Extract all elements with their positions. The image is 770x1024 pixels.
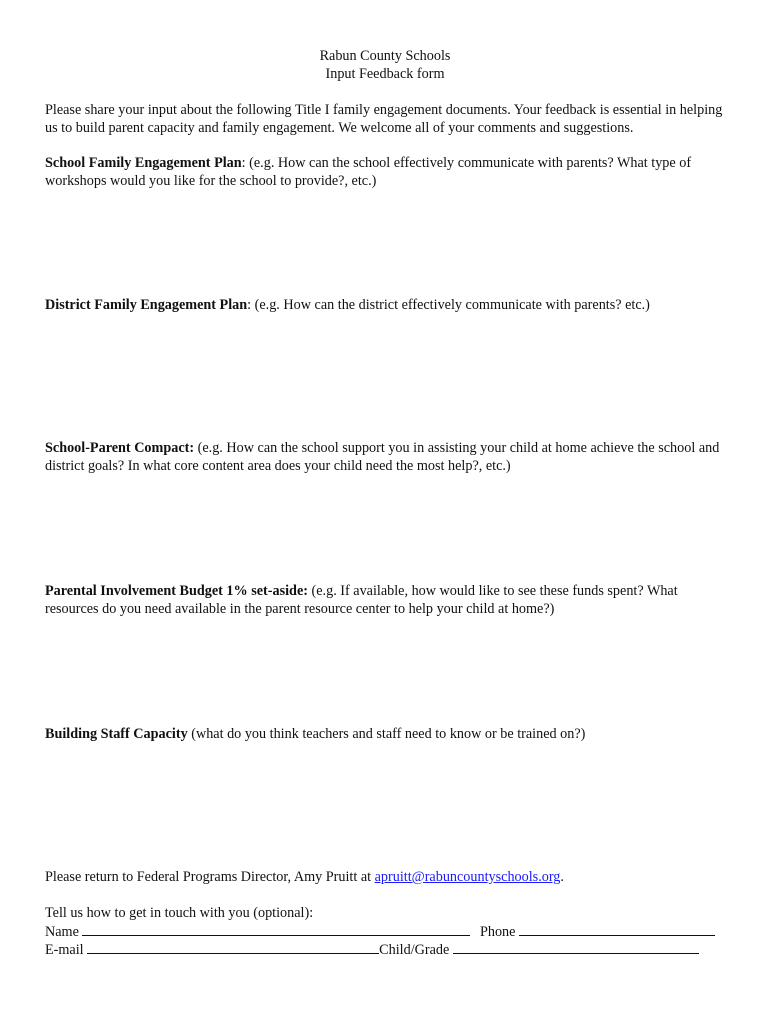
section-heading: Building Staff Capacity (45, 726, 188, 742)
section-prompt: (what do you think teachers and staff need to know or be trained on?) (187, 726, 586, 742)
form-header (0, 47, 770, 83)
return-text: Please return to Federal Programs Director, Amy Pruitt at (45, 869, 375, 885)
section-prompt: : (e.g. How can the district effectively communicate with parents? etc.) (247, 297, 650, 313)
section-prompt: (e.g. How can the school support you in assisting your child at home achieve the school and district goals? In what core content area does your child need the most help?, etc.) (45, 440, 720, 474)
phone-label: Phone (479, 924, 516, 940)
section-building-staff-capacity (45, 725, 730, 743)
section-prompt: : (e.g. How can the school effectively communicate with parents? What type of workshops would you like for the school to provide?, etc.) (45, 155, 692, 189)
section-school-family-engagement-plan (45, 154, 730, 190)
child-grade-field[interactable] (453, 940, 699, 954)
section-heading: School-Parent Compact: (45, 440, 195, 456)
email-field[interactable] (87, 940, 379, 954)
section-district-family-engagement-plan (45, 296, 730, 314)
director-email-link[interactable]: apruitt@rabuncountyschools.org (374, 869, 561, 885)
section-heading: District Family Engagement Plan (45, 297, 248, 313)
form-title: Input Feedback form (325, 66, 445, 82)
section-school-parent-compact (45, 439, 730, 475)
section-heading: School Family Engagement Plan (45, 155, 242, 171)
name-field[interactable] (82, 922, 470, 936)
child-grade-label: Child/Grade (379, 942, 450, 958)
district-name: Rabun County Schools (319, 48, 451, 64)
contact-row-name-phone (45, 922, 730, 940)
section-parental-involvement-budget (45, 582, 730, 618)
section-heading: Parental Involvement Budget 1% set-aside: (45, 583, 308, 599)
name-label: Name (45, 924, 79, 940)
email-label: E-mail (45, 942, 84, 958)
section-prompt: (e.g. If available, how would like to see these funds spent? What resources do you need available in the parent resource center to help your child at home?) (45, 583, 678, 617)
return-suffix: . (560, 869, 564, 885)
phone-field[interactable] (519, 922, 715, 936)
return-instructions (45, 868, 730, 886)
intro-paragraph: Please share your input about the following Title I family engagement documents. Your feedback is essential in helping us to build parent capacity and family engagement. We welcome all of your comments and suggestions. (45, 102, 723, 136)
contact-intro: Tell us how to get in touch with you (optional): (45, 905, 314, 921)
contact-row-email-grade (45, 940, 730, 958)
